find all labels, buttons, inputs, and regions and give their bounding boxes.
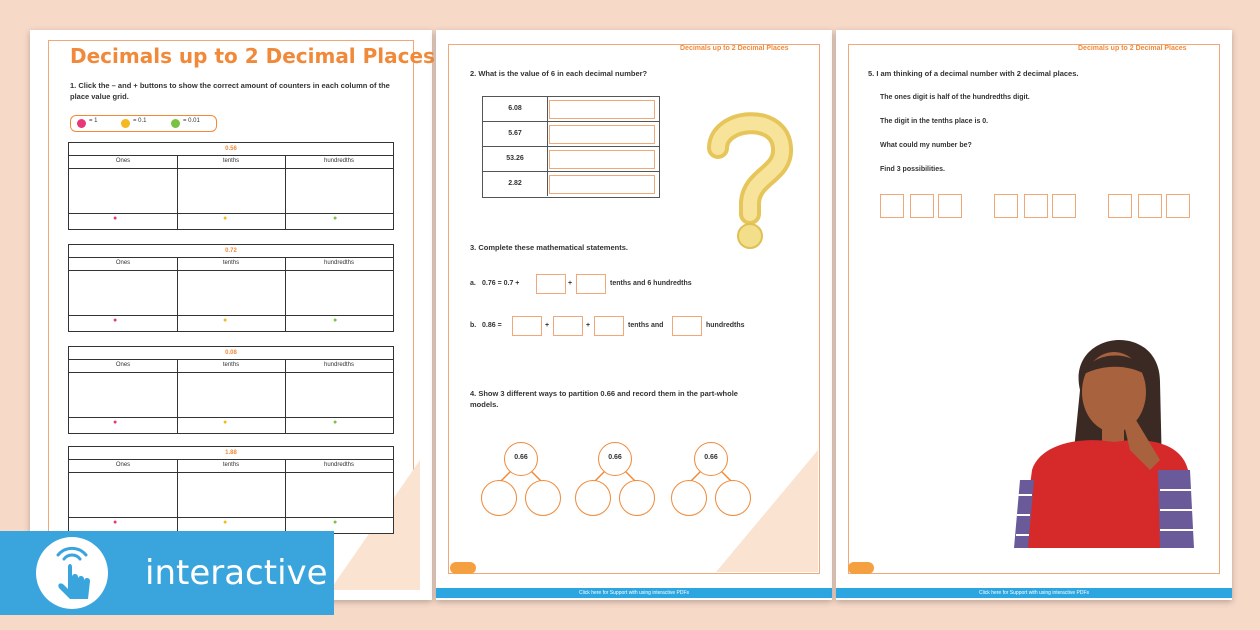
counter-hundredths-icon [171, 119, 180, 128]
digit-box[interactable] [1052, 194, 1076, 218]
grid-number: 1.88 [69, 447, 393, 460]
clue-1: The ones digit is half of the hundredths digit. [880, 94, 1030, 101]
question-2: 2. What is the value of 6 in each decimal number? [470, 69, 648, 78]
ones-header: Ones [69, 155, 177, 169]
digit-box[interactable] [1108, 194, 1132, 218]
ones-counter-control[interactable]: ● [113, 215, 118, 222]
question-5: 5. I am thinking of a decimal number with 2 decimal places. [868, 69, 1079, 78]
part-circle[interactable] [481, 480, 517, 516]
hundredths-counter-control[interactable]: ● [333, 215, 338, 222]
table-row: 2.82 [483, 172, 659, 196]
tenths-header: tenths [177, 155, 285, 169]
key-hundredths-label: = 0.01 [183, 118, 200, 124]
digit-box[interactable] [880, 194, 904, 218]
place-value-grid [68, 446, 394, 534]
twinkl-logo [848, 562, 874, 574]
table-row: 53.26 [483, 147, 659, 172]
clue-3: What could my number be? [880, 142, 972, 149]
table-row: 5.67 [483, 122, 659, 147]
question-mark-illustration [700, 110, 800, 250]
whole-circle[interactable]: 0.66 [598, 442, 632, 476]
question-1: 1. Click the – and + buttons to show the correct amount of counters in each column of the place value grid. [70, 81, 390, 101]
whole-circle[interactable]: 0.66 [694, 442, 728, 476]
clue-2: The digit in the tenths place is 0. [880, 118, 989, 125]
part-circle[interactable] [671, 480, 707, 516]
tenths-header: tenths [177, 459, 285, 473]
banner-label: interactive [145, 553, 328, 593]
digit-box[interactable] [1138, 194, 1162, 218]
answer-box[interactable] [576, 274, 606, 294]
answer-box[interactable] [553, 316, 583, 336]
ones-header: Ones [69, 459, 177, 473]
grid-number: 0.56 [69, 143, 393, 156]
part-circle[interactable] [619, 480, 655, 516]
support-link[interactable]: Click here for Support with using interactive PDFs [436, 588, 832, 598]
table-row: 6.08 [483, 97, 659, 122]
hundredths-counter-control[interactable]: ● [333, 419, 338, 426]
grid-number: 0.72 [69, 245, 393, 258]
counter-key [70, 115, 217, 132]
ones-counter-control[interactable]: ● [113, 317, 118, 324]
hundredths-header: hundredths [285, 257, 393, 271]
support-link[interactable]: Click here for Support with using interactive PDFs [836, 588, 1232, 598]
question-3: 3. Complete these mathematical statements. [470, 243, 628, 252]
answer-field[interactable] [549, 100, 655, 119]
key-tenths-label: = 0.1 [133, 118, 147, 124]
ones-header: Ones [69, 257, 177, 271]
answer-field[interactable] [549, 150, 655, 169]
ones-counter-control[interactable]: ● [113, 519, 118, 526]
decimal-table [482, 96, 660, 198]
ones-header: Ones [69, 359, 177, 373]
tenths-header: tenths [177, 257, 285, 271]
tenths-counter-control[interactable]: ● [223, 215, 228, 222]
answer-box[interactable] [512, 316, 542, 336]
digit-box[interactable] [938, 194, 962, 218]
tenths-header: tenths [177, 359, 285, 373]
hundredths-header: hundredths [285, 359, 393, 373]
page-header: Decimals up to 2 Decimal Places [680, 45, 789, 52]
hundredths-counter-control[interactable]: ● [333, 519, 338, 526]
place-value-grid [68, 244, 394, 332]
place-value-grid [68, 142, 394, 230]
touch-hand-icon [36, 537, 108, 609]
thinking-girl-illustration [1010, 320, 1200, 548]
tenths-counter-control[interactable]: ● [223, 519, 228, 526]
whole-circle[interactable]: 0.66 [504, 442, 538, 476]
digit-box[interactable] [910, 194, 934, 218]
answer-box[interactable] [672, 316, 702, 336]
part-circle[interactable] [575, 480, 611, 516]
answer-field[interactable] [549, 175, 655, 194]
part-circle[interactable] [525, 480, 561, 516]
place-value-grid [68, 346, 394, 434]
counter-ones-icon [77, 119, 86, 128]
tenths-counter-control[interactable]: ● [223, 419, 228, 426]
page-header: Decimals up to 2 Decimal Places [1078, 45, 1187, 52]
twinkl-logo [450, 562, 476, 574]
grid-number: 0.08 [69, 347, 393, 360]
counter-tenths-icon [121, 119, 130, 128]
interactive-banner[interactable] [0, 531, 334, 615]
hundredths-header: hundredths [285, 459, 393, 473]
answer-field[interactable] [549, 125, 655, 144]
answer-box[interactable] [536, 274, 566, 294]
hundredths-counter-control[interactable]: ● [333, 317, 338, 324]
clue-4: Find 3 possibilities. [880, 166, 945, 173]
tenths-counter-control[interactable]: ● [223, 317, 228, 324]
ones-counter-control[interactable]: ● [113, 419, 118, 426]
digit-box[interactable] [1024, 194, 1048, 218]
part-circle[interactable] [715, 480, 751, 516]
digit-box[interactable] [994, 194, 1018, 218]
answer-box[interactable] [594, 316, 624, 336]
key-ones-label: = 1 [89, 118, 98, 124]
page-title: Decimals up to 2 Decimal Places [70, 44, 435, 68]
question-4: 4. Show 3 different ways to partition 0.66 and record them in the part-whole models. [470, 389, 738, 409]
hundredths-header: hundredths [285, 155, 393, 169]
digit-box[interactable] [1166, 194, 1190, 218]
